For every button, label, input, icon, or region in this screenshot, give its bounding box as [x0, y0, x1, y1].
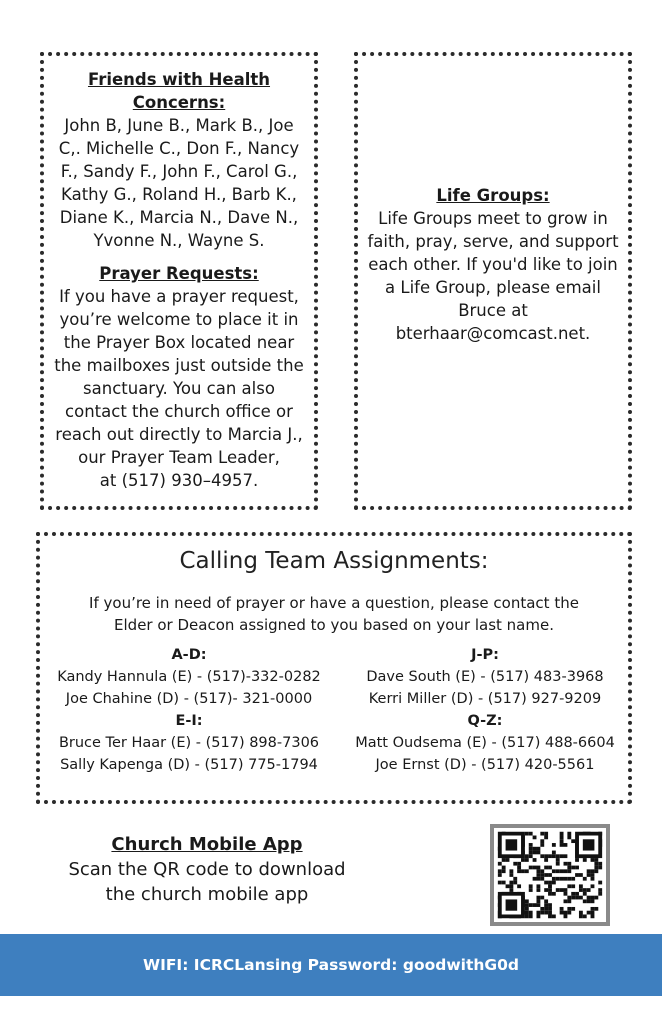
life-groups-heading: Life Groups:	[436, 186, 550, 205]
group-label-q-z: Q-Z:	[467, 713, 503, 729]
contact-entry: Kandy Hannula (E) - (517)-332-0282	[57, 669, 321, 685]
friends-heading-line1: Friends with Health	[87, 70, 271, 89]
wifi-banner	[0, 934, 662, 996]
calling-team-box	[36, 532, 632, 804]
group-label-j-p: J-P:	[471, 647, 499, 663]
calling-team-intro: If you’re in need of prayer or have a question, please contact the Elder or Deacon assigned to you based on your last name.	[89, 594, 579, 634]
contact-entry: Dave South (E) - (517) 483-3968	[366, 669, 604, 685]
mobile-app-line2: the church mobile app	[105, 884, 309, 905]
calling-team-title: Calling Team Assignments:	[179, 548, 489, 574]
qr-code-frame	[490, 824, 610, 926]
mobile-app-line1: Scan the QR code to download	[68, 859, 346, 880]
qr-code-icon	[494, 828, 606, 922]
contact-entry: Joe Chahine (D) - (517)- 321-0000	[65, 691, 313, 707]
life-groups-box	[354, 52, 632, 510]
mobile-app-title: Church Mobile App	[111, 834, 303, 855]
prayer-body: If you have a prayer request, you’re welcome to place it in the Prayer Box located near the mailboxes just outside the sanctuary. You can also contact the church office or reach out directly to Marcia J., our Prayer Team Leader,	[54, 287, 304, 467]
group-label-a-d: A-D:	[171, 647, 207, 663]
contact-entry: Joe Ernst (D) - (517) 420-5561	[375, 757, 595, 773]
contact-entry: Sally Kapenga (D) - (517) 775-1794	[60, 757, 318, 773]
contact-entry: Kerri Miller (D) - (517) 927-9209	[368, 691, 602, 707]
prayer-phone: at (517) 930–4957.	[99, 471, 259, 490]
wifi-text: WIFI: ICRCLansing Password: goodwithG0d	[142, 956, 520, 974]
friends-health-box	[40, 52, 318, 510]
contact-entry: Matt Oudsema (E) - (517) 488-6604	[355, 735, 615, 751]
contact-entry: Bruce Ter Haar (E) - (517) 898-7306	[58, 735, 320, 751]
group-label-e-i: E-I:	[175, 713, 203, 729]
calling-right-column	[340, 644, 630, 776]
friends-heading	[54, 68, 304, 114]
mobile-app-block	[52, 832, 362, 907]
calling-left-column	[44, 644, 334, 776]
life-groups-body: Life Groups meet to grow in faith, pray, serve, and support each other. If you'd like to join a Life Group, please email Bruce at	[367, 209, 619, 320]
friends-names: John B, June B., Mark B., Joe C,. Michelle C., Don F., Nancy F., Sandy F., John F., Carol G., Kathy G., Roland H., Barb K., Diane K., Marcia N., Dave N., Yvonne N., Wayne S.	[58, 116, 300, 250]
life-groups-email: bterhaar@comcast.net.	[395, 324, 591, 343]
friends-heading-line2: Concerns:	[132, 93, 226, 112]
prayer-heading: Prayer Requests:	[99, 264, 259, 283]
